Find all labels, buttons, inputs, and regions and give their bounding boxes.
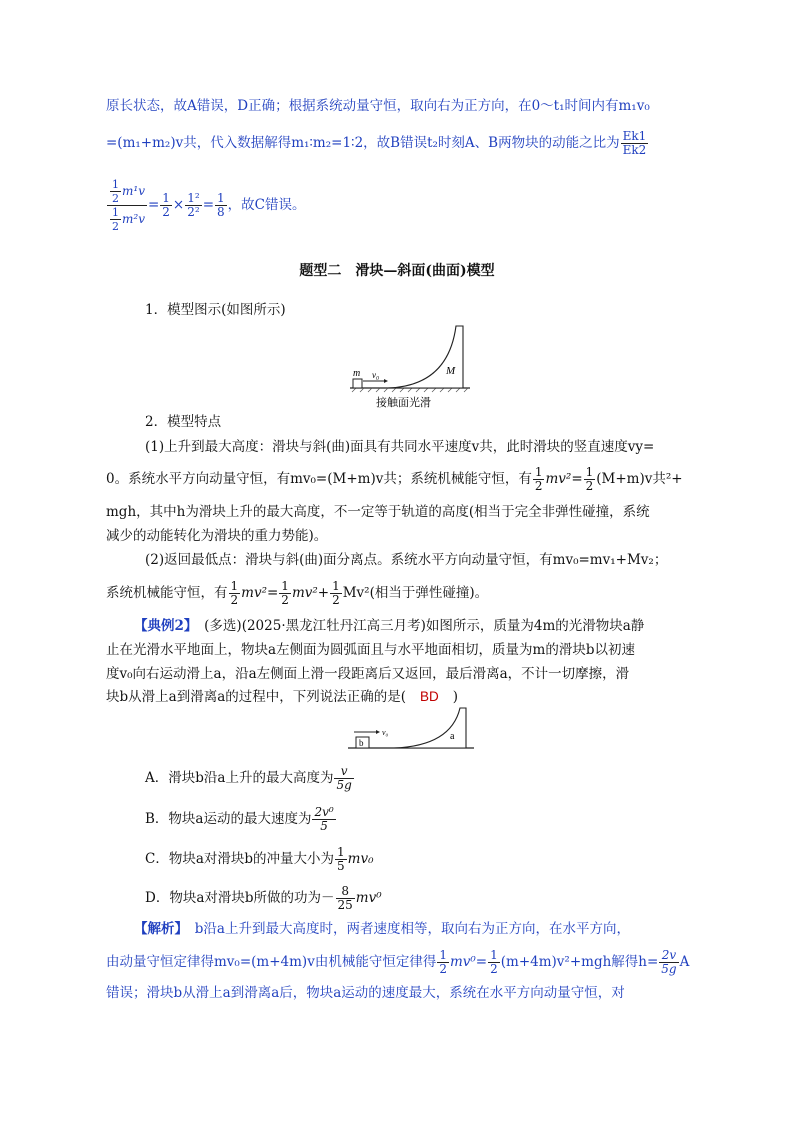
option-c-fraction [335,846,347,873]
point1-line-2 [106,466,683,493]
analysis-energy: (m+4m)v²+mgh解得h= [500,954,659,970]
half-c-den: 2 [162,205,170,219]
ek-ratio-fraction [621,130,649,157]
point1-line-4: 减少的动能转化为滑块的重力势能)。 [106,528,328,544]
point2-line-1: (2)返回最低点：滑块与斜(曲)面分离点。系统水平方向动量守恒，有mv₀=mv₁+Mv₂； [145,552,668,568]
half-h-num: 1 [332,579,340,593]
half-f-den: 2 [230,593,239,607]
option-d-text: D．物块a对滑块b所做的功为－ [145,890,335,906]
half-a-num: 1 [112,178,119,191]
square-den: 2² [187,205,200,219]
analysis-h-fraction [659,949,678,976]
option-d-num: 8 [336,885,355,899]
slider-block [353,379,362,388]
half-f-num: 1 [230,579,239,593]
option-c [145,846,374,873]
model-item-1: 1．模型图示(如图所示) [145,302,286,318]
half-b [110,206,121,233]
ground-hatch [352,388,468,392]
half-h [330,580,342,607]
option-c-num: 1 [337,845,345,859]
example-text-4: 块b从滑上a到滑离a的过程中，下列说法正确的是( [106,689,407,705]
half-d [533,466,545,493]
example-b-label: b [359,738,364,748]
section-title: 题型二 滑块—斜面(曲面)模型 [299,263,495,279]
analysis-line-1 [134,920,630,938]
point2-text: 系统机械能守恒，有 [106,585,228,601]
example-line-4 [106,688,458,706]
half-e-num: 1 [585,465,594,479]
half-d-den: 2 [534,479,543,493]
half-a [110,178,121,205]
half-g [279,580,291,607]
velocity-arrowhead [384,379,388,383]
option-c-text: C．物块a对滑块b的冲量大小为 [145,851,335,867]
ek2: Ek2 [622,143,647,157]
ke-ratio-fraction [107,178,147,233]
option-c-tail: mv₀ [347,851,374,867]
example-line-2: 止在光滑水平地面上，物块a左侧面为圆弧面且与水平地面相切，质量为m的滑块b以初速 [106,642,635,658]
analysis-line-3: 错误；滑块b从滑上a到滑离a后，物块a运动的速度最大，系统在水平方向动量守恒，对 [106,985,625,1001]
point1-line-3: mgh，其中h为滑块上升的最大高度，不一定等于轨道的高度(相当于完全非弹性碰撞，系统 [106,504,650,520]
example-text-1: (多选)(2025·黑龙江牡丹江高三月考)如图所示，质量为4m的光滑物块a静 [190,618,645,634]
curved-slope-block [388,326,463,388]
example-line-3: 度v₀向右运动滑上a，沿a左侧面上滑一段距离后又返回，最后滑离a，不计一切摩擦，滑 [106,666,630,682]
example-block-a [394,708,466,748]
example-line-1 [134,617,644,635]
eq-sign-2: = [202,197,214,213]
analysis-ke: mv⁰= [449,954,488,970]
point2-ke-a: mv²= [241,585,279,601]
option-c-den: 5 [337,859,345,873]
half-b-den: 2 [112,220,119,233]
result-den: 8 [217,205,225,219]
model-item-2: 2．模型特点 [145,414,222,430]
answer: BD [420,689,439,704]
option-a-fraction [334,765,353,792]
point1-line-1: (1)上升到最大高度：滑块与斜(曲)面具有共同水平速度v共，此时滑块的竖直速度vy= [145,439,655,455]
figure-caption: 接触面光滑 [376,396,431,409]
option-d-den: 25 [337,898,353,912]
example-v-label: v₀ [382,728,389,737]
half-h-den: 2 [332,593,340,607]
velocity-label: v₀ [372,370,380,380]
ke-ratio-num [107,178,147,206]
times-sign: × [172,197,185,213]
analysis-text-1: b沿a上升到最大高度时，两者速度相等，取向右为正方向，在水平方向， [181,921,630,937]
model-figure [348,318,478,410]
analysis-h-den: 5g [661,962,677,976]
m2v: m²v [122,212,145,226]
prev-line-1: 原长状态，故A错误，D正确；根据系统动量守恒，取向右为正方向，在0～t₁时间内有m₁v₀ [106,98,650,114]
half-e [584,466,596,493]
half-j-den: 2 [490,962,498,976]
m1v: m¹v [122,184,145,198]
example-paren: ) [452,689,459,705]
point2-ke-b: mv²+ [291,585,330,601]
point2-line-2 [106,580,488,607]
prev-conclusion: ，故C错误。 [227,197,306,213]
half-d-num: 1 [534,465,543,479]
half-i-num: 1 [439,948,447,962]
analysis-a-mark: A [679,954,690,970]
half-g-num: 1 [281,579,289,593]
slider-mass-label: m [353,368,361,379]
option-b [145,806,337,833]
half-i [437,949,449,976]
half-e-den: 2 [585,479,594,493]
result-fraction [215,192,227,219]
option-b-text: B．物块a运动的最大速度为 [145,811,312,827]
point1-ke-total: (M+m)v共²+ [596,471,683,487]
option-d-tail: mv⁰ [355,890,382,906]
analysis-text-2: 由动量守恒定律得mv₀=(m+4m)v由机械能守恒定律得 [106,954,437,970]
example-tag: 【典例2】 [134,618,191,634]
option-a-text: A．滑块b沿a上升的最大高度为 [145,770,334,786]
option-d [145,885,382,912]
point1-text: 0。系统水平方向动量守恒，有mv₀=(M+m)v共；系统机械能守恒，有 [106,471,532,487]
half-f [229,580,241,607]
half-c-num: 1 [162,191,170,205]
option-d-fraction [336,885,355,912]
option-a-den: 5g [336,778,352,792]
analysis-h-num: 2v [659,949,678,963]
half-j-num: 1 [490,948,498,962]
half-b-num: 1 [112,206,119,219]
ke-ratio-den [107,206,147,233]
analysis-tag: 【解析】 [134,921,182,937]
half-a-den: 2 [112,192,119,205]
square-ratio [185,192,201,219]
option-a [145,765,355,792]
option-a-num: v [334,765,353,779]
point1-ke: mv²= [545,471,583,487]
prev-line-2 [106,130,649,157]
example-figure [346,706,476,752]
half-i-den: 2 [439,962,447,976]
square-num: 1² [187,191,200,205]
analysis-line-2 [106,949,689,976]
half-j [488,949,500,976]
point2-ke-c: Mv²(相当于弹性碰撞)。 [342,585,489,601]
eq-sign-1: = [147,197,160,213]
prev-line-3 [106,178,305,233]
half-c [160,192,172,219]
ek1: Ek1 [622,129,647,143]
option-b-den: 5 [320,819,328,833]
half-g-den: 2 [281,593,289,607]
option-b-fraction [312,806,335,833]
slope-mass-label: M [446,365,456,377]
example-velocity-arrowhead [376,730,380,734]
prev-line-2-text: =(m₁+m₂)v共，代入数据解得m₁∶m₂=1∶2，故B错误t₂时刻A、B两物块的动能之比为 [106,135,620,151]
example-a-label: a [450,731,455,742]
option-b-num: 2v⁰ [314,805,334,819]
result-num: 1 [217,191,225,205]
